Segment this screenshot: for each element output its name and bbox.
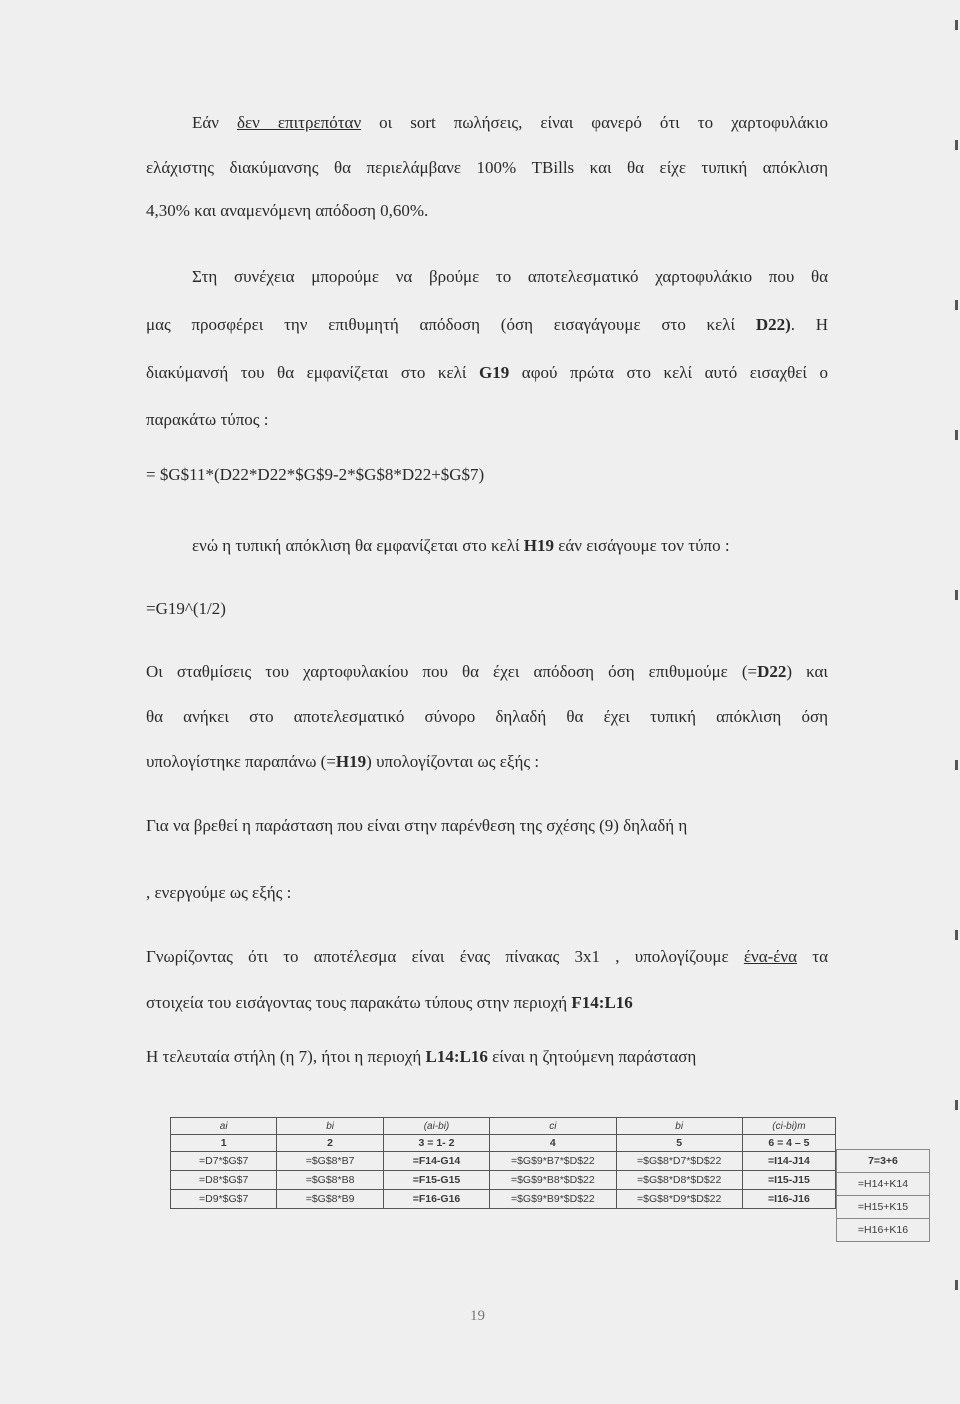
- table-row: [171, 1190, 836, 1209]
- table-cell: =H15+K15: [836, 1196, 930, 1219]
- p2-line2-a: μας προσφέρει την επιθυμητή απόδοση (όση εισαγάγουμε στο κελί: [146, 315, 736, 334]
- scan-edge-mark: [955, 140, 958, 150]
- table-cell: =H16+K16: [836, 1219, 930, 1242]
- p7-line1-underlined: ένα-ένα: [743, 947, 797, 966]
- header-cell: 2: [277, 1135, 383, 1152]
- scan-edge-mark: [955, 1280, 958, 1290]
- p2-line2-cell: D22): [755, 315, 791, 334]
- p1-line1-a: Εάν: [192, 113, 219, 132]
- p3-line: [192, 537, 730, 554]
- p4-line3-cell: H19: [335, 752, 367, 771]
- formula-stdev: =G19^(1/2): [146, 599, 226, 618]
- p2-line2-c: . Η: [790, 315, 829, 334]
- formula-table: [170, 1117, 836, 1209]
- p7-line1-a: Γνωρίζοντας ότι το αποτέλεσμα είναι ένας πίνακας 3x1 , υπολογίζουμε: [146, 947, 729, 966]
- p2-line4: παρακάτω τύπος :: [146, 410, 269, 429]
- header-cell: 5: [616, 1135, 742, 1152]
- p4-line1-c: ) και: [786, 662, 829, 681]
- p1-line1: [192, 114, 828, 131]
- table-row: [171, 1171, 836, 1190]
- p2-line2: [146, 316, 828, 333]
- scan-edge-mark: [955, 1100, 958, 1110]
- p4-line3-a: υπολογίστηκε παραπάνω (=: [146, 752, 336, 771]
- page-number: 19: [470, 1308, 485, 1324]
- header-cell: bi: [277, 1118, 383, 1135]
- p3-c: εάν εισάγουμε τον τύπο :: [558, 536, 730, 555]
- header-cell: (ci-bi)m: [742, 1118, 835, 1135]
- p2-line3-cell: G19: [479, 363, 510, 382]
- p8-c: είναι η ζητούμενη παράσταση: [492, 1047, 697, 1066]
- table-cell: =D9*$G$7: [171, 1190, 277, 1209]
- header-cell: 4: [490, 1135, 616, 1152]
- p1-line3: 4,30% και αναμενόμενη απόδοση 0,60%.: [146, 201, 429, 220]
- table-cell: =D7*$G$7: [171, 1152, 277, 1171]
- table-row: [171, 1152, 836, 1171]
- scan-edge-mark: [955, 300, 958, 310]
- table-cell: =$G$8*B7: [277, 1152, 383, 1171]
- p4-line1-cell: D22: [757, 662, 787, 681]
- p4-line3: [146, 753, 539, 770]
- p7-line1-c: τα: [812, 947, 828, 966]
- p1-line1-c: οι sort πωλήσεις, είναι φανερό ότι το χαρτοφυλάκιο: [379, 113, 829, 132]
- table-cell: =I15-J15: [742, 1171, 835, 1190]
- p4-line3-c: ) υπολογίζονται ως εξής :: [366, 752, 540, 771]
- table-cell: =H14+K14: [836, 1173, 930, 1196]
- header-cell: ai: [171, 1118, 277, 1135]
- p5-line: Για να βρεθεί η παράσταση που είναι στην παρένθεση της σχέσης (9) δηλαδή η: [146, 816, 688, 835]
- scan-edge-mark: [955, 430, 958, 440]
- table-cell: =$G$9*B8*$D$22: [490, 1171, 616, 1190]
- header-cell: (ai-bi): [383, 1118, 489, 1135]
- table-cell: =I16-J16: [742, 1190, 835, 1209]
- p8-range: L14:L16: [425, 1047, 488, 1066]
- table-cell: =$G$8*D7*$D$22: [616, 1152, 742, 1171]
- header-cell: 3 = 1- 2: [383, 1135, 489, 1152]
- table-cell: =$G$9*B7*$D$22: [490, 1152, 616, 1171]
- header-cell: bi: [616, 1118, 742, 1135]
- p2-line3-a: διακύμανσή του θα εμφανίζεται στο κελί: [146, 363, 467, 382]
- p2-line3-c: αφού πρώτα στο κελί αυτό εισαχθεί ο: [521, 363, 829, 382]
- table-cell: =$G$8*D9*$D$22: [616, 1190, 742, 1209]
- formula-variance: = $G$11*(D22*D22*$G$9-2*$G$8*D22+$G$7): [146, 465, 485, 484]
- p6-line: , ενεργούμε ως εξής :: [146, 883, 292, 902]
- scan-edge-mark: [955, 760, 958, 770]
- table-cell: =$G$8*D8*$D$22: [616, 1171, 742, 1190]
- table-column-7: [836, 1149, 930, 1242]
- table-header-numbers: [171, 1135, 836, 1152]
- header-cell: 6 = 4 – 5: [742, 1135, 835, 1152]
- p7-line2-range: F14:L16: [571, 993, 633, 1012]
- scan-edge-mark: [955, 590, 958, 600]
- table-cell: =$G$8*B9: [277, 1190, 383, 1209]
- p2-line3: [146, 364, 828, 381]
- table-cell: =I14-J14: [742, 1152, 835, 1171]
- p7-line2-a: στοιχεία του εισάγοντας τους παρακάτω τύπους στην περιοχή: [146, 993, 568, 1012]
- p7-line2: [146, 994, 633, 1011]
- header-cell: ci: [490, 1118, 616, 1135]
- p4-line2: θα ανήκει στο αποτελεσματικό σύνορο δηλαδή θα έχει τυπική απόκλιση όση: [146, 707, 828, 726]
- p2-line1: Στη συνέχεια μπορούμε να βρούμε το αποτελεσματικό χαρτοφυλάκιο που θα: [192, 267, 828, 286]
- p8-line: [146, 1048, 696, 1065]
- table-cell: =F16-G16: [383, 1190, 489, 1209]
- table-cell: =F14-G14: [383, 1152, 489, 1171]
- header-cell: 1: [171, 1135, 277, 1152]
- table-cell: =F15-G15: [383, 1171, 489, 1190]
- table-cell: 7=3+6: [836, 1149, 930, 1173]
- scan-edge-mark: [955, 20, 958, 30]
- p1-line2: ελάχιστης διακύμανσης θα περιελάμβανε 100% TBills και θα είχε τυπική απόκλιση: [146, 158, 828, 177]
- table-header-symbols: [171, 1118, 836, 1135]
- scan-edge-mark: [955, 930, 958, 940]
- table-cell: =$G$8*B8: [277, 1171, 383, 1190]
- p4-line1: [146, 663, 828, 680]
- table-cell: =$G$9*B9*$D$22: [490, 1190, 616, 1209]
- p1-line1-underlined: δεν επιτρεπόταν: [237, 113, 362, 132]
- p3-a: ενώ η τυπική απόκλιση θα εμφανίζεται στο κελί: [192, 536, 520, 555]
- p4-line1-a: Οι σταθμίσεις του χαρτοφυλακίου που θα έχει απόδοση όση επιθυμούμε (=: [146, 662, 758, 681]
- p8-a: Η τελευταία στήλη (η 7), ήτοι η περιοχή: [146, 1047, 422, 1066]
- p3-cell: H19: [523, 536, 555, 555]
- table-cell: =D8*$G$7: [171, 1171, 277, 1190]
- p7-line1: [146, 948, 828, 965]
